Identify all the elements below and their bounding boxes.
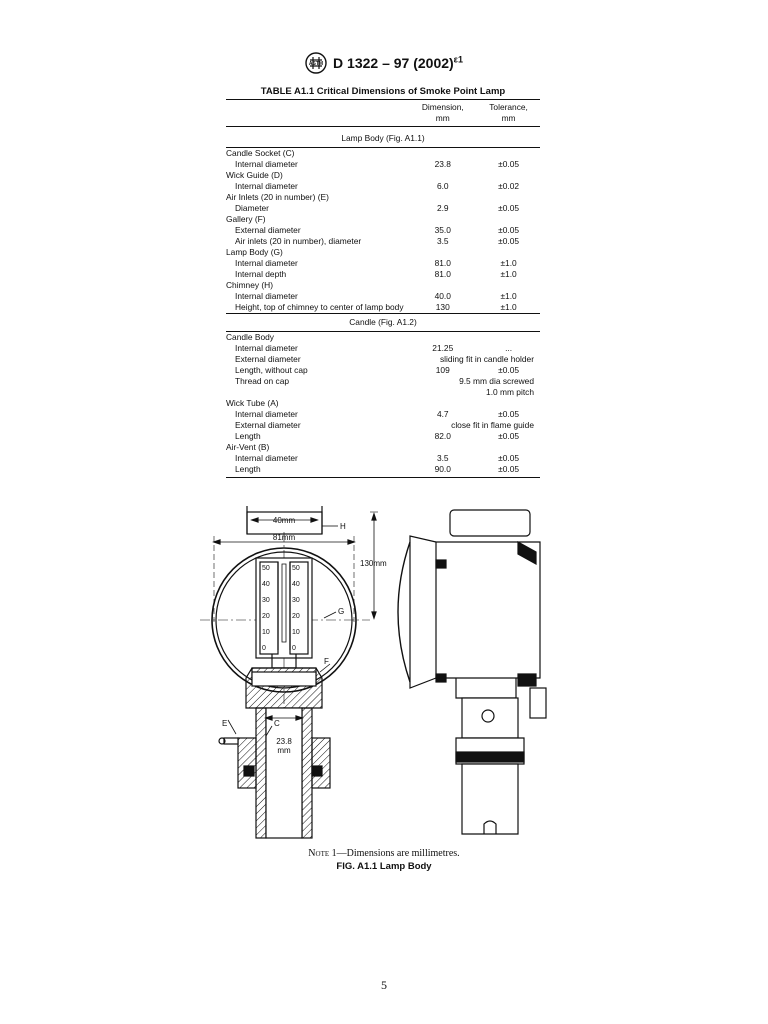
row-label: Gallery (F) bbox=[226, 214, 266, 224]
row-tolerance bbox=[477, 398, 540, 409]
row-label: Wick Guide (D) bbox=[226, 170, 283, 180]
row-label: Internal depth bbox=[235, 269, 287, 279]
row-dimension: 21.25 bbox=[432, 343, 454, 353]
lamp-body-figure bbox=[200, 502, 560, 842]
row-dimension: 3.5 bbox=[436, 236, 449, 246]
table-row bbox=[226, 332, 540, 344]
row-label: Internal diameter bbox=[235, 291, 298, 301]
row-tolerance: ±0.05 bbox=[498, 365, 520, 375]
table-caption: TABLE A1.1 Critical Dimensions of Smoke Point Lamp bbox=[260, 86, 506, 97]
row-value-span: 9.5 mm dia screwed bbox=[459, 376, 534, 386]
row-label: Wick Tube (A) bbox=[226, 398, 279, 408]
table-row bbox=[226, 192, 540, 203]
document-header bbox=[0, 52, 768, 77]
row-dimension: 90.0 bbox=[408, 464, 477, 478]
row-tolerance bbox=[477, 247, 540, 258]
row-label: Internal diameter bbox=[235, 409, 298, 419]
row-label: Length, without cap bbox=[235, 365, 308, 375]
row-label: Internal diameter bbox=[235, 159, 298, 169]
row-label: Candle Socket (C) bbox=[226, 148, 295, 158]
row-tolerance: ±0.05 bbox=[498, 409, 520, 419]
row-dimension: 81.0 bbox=[434, 258, 451, 268]
row-tolerance bbox=[477, 332, 540, 344]
row-tolerance: ±0.05 bbox=[498, 236, 520, 246]
scale-tick-label: 30 bbox=[292, 597, 300, 604]
row-dimension bbox=[408, 398, 477, 409]
row-label: External diameter bbox=[235, 354, 301, 364]
label-g: G bbox=[338, 607, 345, 616]
row-label: Internal diameter bbox=[235, 453, 298, 463]
scale-tick-label: 0 bbox=[262, 645, 266, 652]
tolerance-header-line2: mm bbox=[477, 113, 540, 127]
dim-23-8-unit: mm bbox=[277, 746, 291, 755]
row-dimension: 4.7 bbox=[436, 409, 449, 419]
label-c: C bbox=[274, 719, 280, 728]
row-dimension: 2.9 bbox=[436, 203, 449, 213]
row-tolerance: ±0.05 bbox=[498, 431, 520, 441]
row-label: Air Inlets (20 in number) (E) bbox=[226, 192, 329, 202]
row-label: Lamp Body (G) bbox=[226, 247, 283, 257]
table-row bbox=[226, 269, 540, 280]
row-label: External diameter bbox=[235, 225, 301, 235]
table-row bbox=[226, 280, 540, 291]
table-row bbox=[226, 203, 540, 214]
row-label bbox=[226, 387, 408, 398]
row-dimension: 35.0 bbox=[434, 225, 451, 235]
row-value-span: sliding fit in candle holder bbox=[439, 354, 534, 364]
table-row bbox=[226, 442, 540, 453]
page-number: 5 bbox=[381, 978, 387, 992]
scale-tick-label: 10 bbox=[292, 629, 300, 636]
row-label: Height, top of chimney to center of lamp body bbox=[235, 302, 404, 312]
row-dimension: 3.5 bbox=[436, 453, 449, 463]
figure-note bbox=[0, 848, 768, 859]
table-row bbox=[226, 376, 540, 387]
table-row bbox=[226, 365, 540, 376]
table-row bbox=[226, 225, 540, 236]
scale-tick-label: 40 bbox=[262, 581, 270, 588]
label-e: E bbox=[222, 719, 228, 728]
scale-tick-label: 50 bbox=[262, 565, 270, 572]
row-tolerance: ±1.0 bbox=[500, 291, 517, 301]
row-dimension: 40.0 bbox=[434, 291, 451, 301]
table-row bbox=[226, 214, 540, 225]
dim-23-8: 23.8 bbox=[276, 737, 292, 746]
row-dimension bbox=[408, 332, 477, 344]
scale-tick-label: 20 bbox=[292, 613, 300, 620]
svg-text:ASTM: ASTM bbox=[308, 61, 324, 67]
dimension-header-line2: mm bbox=[408, 113, 477, 127]
row-dimension bbox=[408, 170, 477, 181]
dimensions-table bbox=[226, 99, 540, 478]
row-dimension bbox=[408, 247, 477, 258]
table-row bbox=[226, 170, 540, 181]
row-tolerance: ±0.05 bbox=[498, 453, 520, 463]
table-row bbox=[226, 148, 540, 160]
row-dimension: 81.0 bbox=[434, 269, 451, 279]
row-dimension: 6.0 bbox=[436, 181, 449, 191]
table-row bbox=[226, 398, 540, 409]
row-tolerance: ±1.0 bbox=[500, 258, 517, 268]
note-prefix: Note bbox=[308, 848, 330, 859]
table-row bbox=[226, 258, 540, 269]
row-tolerance bbox=[477, 214, 540, 225]
scale-tick-label: 10 bbox=[262, 629, 270, 636]
scale-tick-label: 50 bbox=[292, 565, 300, 572]
section-lamp-body: Lamp Body (Fig. A1.1) bbox=[226, 127, 540, 148]
side-view bbox=[398, 510, 546, 834]
table-row bbox=[226, 464, 540, 478]
row-label: Candle Body bbox=[226, 332, 274, 342]
table-header-blank bbox=[226, 100, 408, 114]
row-label: Air inlets (20 in number), diameter bbox=[235, 236, 362, 246]
dim-130mm: 130mm bbox=[360, 559, 387, 568]
scale-tick-label: 20 bbox=[262, 613, 270, 620]
scale-tick-label: 30 bbox=[262, 597, 270, 604]
row-tolerance: ±0.05 bbox=[498, 225, 520, 235]
table-row bbox=[226, 236, 540, 247]
figure-caption: FIG. A1.1 Lamp Body bbox=[336, 861, 432, 872]
tolerance-header-line1: Tolerance, bbox=[477, 100, 540, 114]
row-label: Internal diameter bbox=[235, 258, 298, 268]
row-label: Thread on cap bbox=[235, 376, 290, 386]
row-tolerance: ±0.02 bbox=[498, 181, 520, 191]
label-h: H bbox=[340, 522, 346, 531]
row-dimension: 130 bbox=[435, 302, 450, 312]
document-designation: D 1322 – 97 (2002) bbox=[333, 55, 454, 72]
row-tolerance: ±0.05 bbox=[498, 159, 520, 169]
row-label: Internal diameter bbox=[235, 181, 298, 191]
row-tolerance: ±0.05 bbox=[498, 203, 520, 213]
table-row bbox=[226, 291, 540, 302]
editorial-superscript: ε1 bbox=[453, 54, 463, 65]
label-f: F bbox=[324, 657, 329, 666]
row-tolerance: ±1.0 bbox=[500, 302, 517, 312]
dim-81mm: 81mm bbox=[272, 533, 296, 542]
row-dimension: 109 bbox=[435, 365, 450, 375]
row-tolerance: ... bbox=[505, 343, 513, 353]
row-label: Chimney (H) bbox=[226, 280, 273, 290]
row-label: Internal diameter bbox=[235, 343, 298, 353]
table-row bbox=[226, 431, 540, 442]
scale-tick-label: 0 bbox=[292, 645, 296, 652]
astm-logo-icon bbox=[305, 52, 327, 77]
table-row bbox=[226, 387, 540, 398]
row-label: Air-Vent (B) bbox=[226, 442, 270, 452]
row-label: Diameter bbox=[235, 203, 269, 213]
row-dimension bbox=[408, 192, 477, 203]
row-label: Length bbox=[226, 464, 408, 478]
row-dimension bbox=[408, 148, 477, 160]
row-tolerance bbox=[477, 442, 540, 453]
table-row bbox=[226, 159, 540, 170]
row-label: External diameter bbox=[235, 420, 301, 430]
row-dimension bbox=[408, 280, 477, 291]
table-row bbox=[226, 409, 540, 420]
table-row bbox=[226, 453, 540, 464]
front-section-view bbox=[200, 506, 378, 838]
table-row bbox=[226, 181, 540, 192]
row-tolerance bbox=[477, 280, 540, 291]
row-tolerance bbox=[477, 170, 540, 181]
dim-40mm: 40mm bbox=[272, 516, 296, 525]
dimension-header-line1: Dimension, bbox=[408, 100, 477, 114]
row-tolerance: ±0.05 bbox=[477, 464, 540, 478]
row-value-span: 1.0 mm pitch bbox=[486, 387, 534, 397]
row-label: Length bbox=[235, 431, 261, 441]
row-value-span: close fit in flame guide bbox=[451, 420, 534, 430]
row-tolerance bbox=[477, 192, 540, 203]
note-text: 1—Dimensions are millimetres. bbox=[329, 848, 460, 859]
row-tolerance bbox=[477, 148, 540, 160]
table-row bbox=[226, 302, 540, 314]
row-dimension bbox=[408, 214, 477, 225]
table-row bbox=[226, 420, 540, 431]
table-row bbox=[226, 354, 540, 365]
table-row bbox=[226, 247, 540, 258]
table-row bbox=[226, 343, 540, 354]
row-dimension: 82.0 bbox=[434, 431, 451, 441]
row-dimension bbox=[408, 442, 477, 453]
section-candle: Candle (Fig. A1.2) bbox=[226, 314, 540, 332]
scale-tick-label: 40 bbox=[292, 581, 300, 588]
row-tolerance: ±1.0 bbox=[500, 269, 517, 279]
row-dimension: 23.8 bbox=[434, 159, 451, 169]
